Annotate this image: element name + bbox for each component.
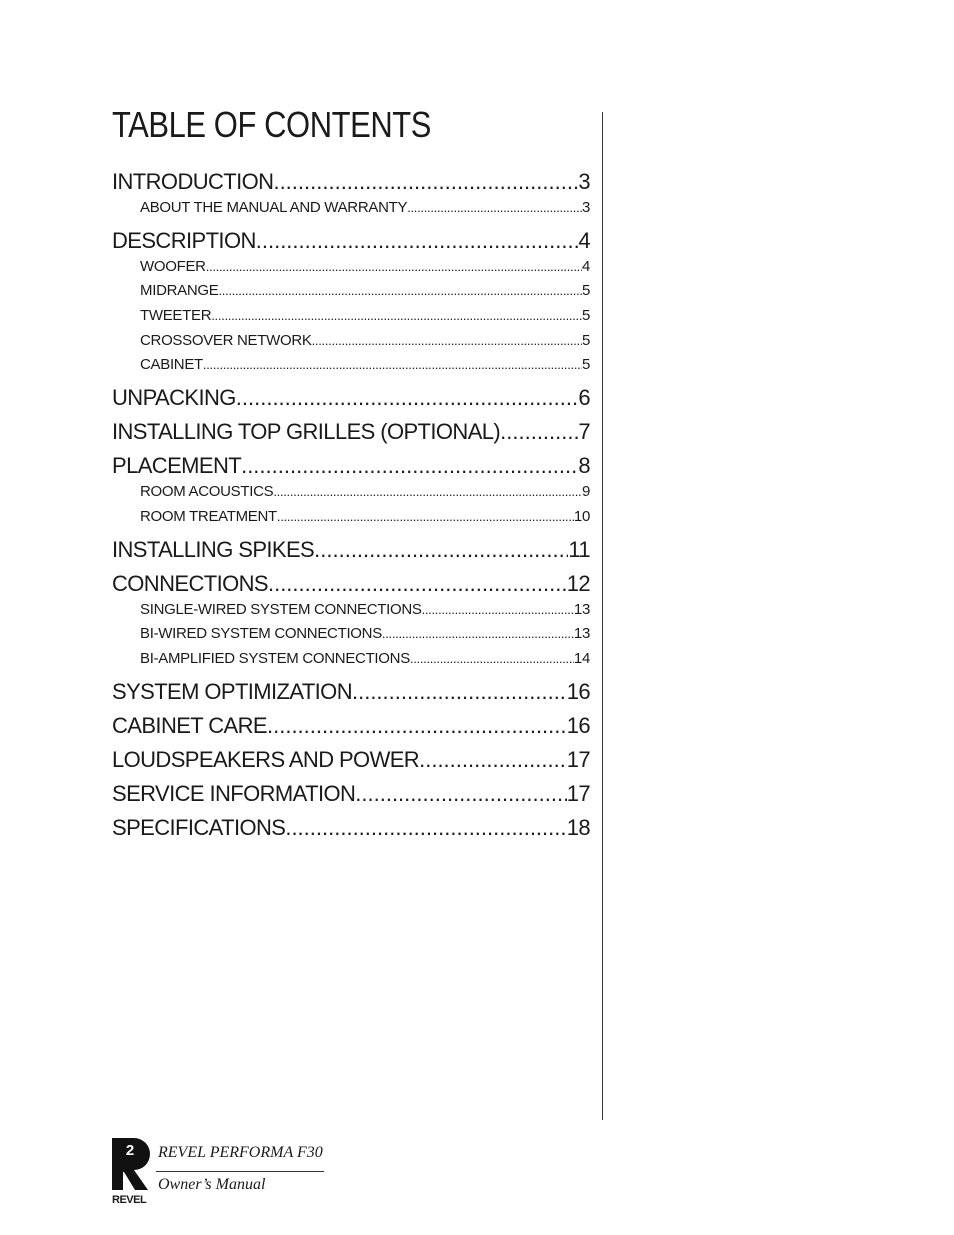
toc-leader-dots	[382, 622, 574, 647]
toc-subentry-page: 5	[581, 356, 590, 374]
toc-entry-label: PLACEMENT	[112, 453, 242, 479]
toc-subentry[interactable]	[140, 304, 590, 329]
toc-entry[interactable]	[112, 678, 590, 712]
toc-leader-dots	[410, 647, 574, 672]
toc-entry-page: 16	[566, 678, 590, 704]
toc-entry[interactable]	[112, 168, 590, 196]
toc-entry-page: 4	[578, 227, 590, 253]
toc-leader-dots	[206, 255, 582, 280]
toc-subentry-label: MIDRANGE	[140, 282, 219, 300]
toc-subentry[interactable]	[140, 196, 590, 221]
toc-subentry[interactable]	[140, 329, 590, 354]
toc-leader-dots	[314, 536, 568, 564]
toc-subentry-page: 5	[581, 331, 590, 349]
toc-entry-page: 8	[578, 453, 590, 479]
toc-subentry-page: 13	[573, 625, 590, 643]
toc-leader-dots	[500, 418, 578, 446]
toc-entry-label: DESCRIPTION	[112, 227, 256, 253]
toc-entry-label: CONNECTIONS	[112, 570, 268, 596]
toc-subentry[interactable]	[140, 480, 590, 505]
toc-subentry-label: SINGLE-WIRED SYSTEM CONNECTIONS	[140, 600, 422, 618]
toc-entry-label: INSTALLING SPIKES	[112, 536, 315, 562]
page-number: 2	[125, 1142, 135, 1159]
toc-entry[interactable]	[112, 536, 590, 570]
toc-leader-dots	[277, 505, 574, 530]
footer-rule	[156, 1171, 324, 1172]
brand-wordmark: REVEL	[112, 1194, 147, 1206]
toc-entry-label: INTRODUCTION	[112, 169, 274, 194]
manual-name: Owner’s Manual	[158, 1176, 266, 1193]
toc-entry[interactable]	[112, 452, 590, 480]
toc-entry[interactable]	[112, 570, 590, 598]
toc-subentry-page: 4	[581, 257, 590, 275]
toc-subentry-page: 3	[581, 199, 590, 216]
toc-entry[interactable]	[112, 384, 590, 418]
toc-entry-label: CABINET CARE	[112, 712, 267, 738]
toc-subentry[interactable]	[140, 279, 590, 304]
toc-leader-dots	[352, 678, 567, 706]
toc-entry-label: UNPACKING	[112, 385, 236, 411]
toc-entry[interactable]	[112, 746, 590, 780]
toc-subentry-page: 14	[573, 649, 590, 667]
toc-leader-dots	[407, 196, 582, 221]
toc-subentry-label: CROSSOVER NETWORK	[140, 331, 312, 349]
toc-subentry-label: CABINET	[140, 356, 203, 374]
toc-subentry[interactable]	[140, 505, 590, 530]
toc-subentry-label: WOOFER	[140, 257, 206, 275]
toc-subentry[interactable]	[140, 598, 590, 623]
toc-entry-page: 7	[578, 419, 590, 445]
vertical-divider	[602, 112, 603, 1120]
toc-leader-dots	[273, 480, 582, 505]
toc-subentry-page: 5	[581, 282, 590, 300]
product-name: REVEL PERFORMA F30	[158, 1144, 323, 1161]
toc-entry[interactable]	[112, 814, 590, 848]
toc-leader-dots	[211, 304, 582, 329]
toc-entry-page: 11	[568, 536, 590, 562]
toc-leader-dots	[203, 353, 582, 378]
toc-subentry-label: ROOM ACOUSTICS	[140, 483, 274, 501]
toc-leader-dots	[256, 227, 579, 255]
page-title: TABLE OF CONTENTS	[112, 104, 431, 145]
toc-leader-dots	[268, 570, 567, 598]
toc-entry[interactable]	[112, 780, 590, 814]
toc-subentry-label: BI-WIRED SYSTEM CONNECTIONS	[140, 625, 382, 643]
toc-subentry-page: 9	[581, 483, 590, 501]
toc-subentry-page: 13	[573, 600, 590, 618]
toc-entry-page: 17	[566, 780, 590, 806]
toc-entry-page: 16	[566, 712, 590, 738]
toc-entry-page: 12	[566, 570, 590, 596]
toc-entry[interactable]	[112, 418, 590, 452]
toc-subentry-label: ABOUT THE MANUAL AND WARRANTY	[140, 199, 408, 216]
toc-leader-dots	[285, 814, 566, 842]
toc-leader-dots	[273, 168, 578, 196]
page-footer	[112, 1138, 327, 1210]
toc-entry-label: SYSTEM OPTIMIZATION	[112, 678, 352, 704]
toc-leader-dots	[422, 598, 574, 623]
toc-leader-dots	[267, 712, 567, 740]
toc-subentry-label: BI-AMPLIFIED SYSTEM CONNECTIONS	[140, 649, 410, 667]
toc-subentry-label: ROOM TREATMENT	[140, 507, 277, 525]
toc-entry-label: SERVICE INFORMATION	[112, 780, 356, 806]
toc-leader-dots	[236, 384, 579, 412]
toc-entry[interactable]	[112, 227, 590, 255]
toc-entry-page: 3	[578, 169, 590, 194]
toc-leader-dots	[312, 329, 582, 354]
toc-leader-dots	[419, 746, 567, 774]
toc-subentry-page: 10	[573, 507, 590, 525]
toc-leader-dots	[218, 279, 582, 304]
toc-entry-page: 18	[566, 814, 590, 840]
toc-subentry[interactable]	[140, 622, 590, 647]
toc-entry-label: SPECIFICATIONS	[112, 814, 286, 840]
table-of-contents	[112, 168, 590, 848]
toc-entry-label: LOUDSPEAKERS AND POWER	[112, 746, 420, 772]
toc-entry-label: INSTALLING TOP GRILLES (OPTIONAL)	[112, 419, 501, 445]
toc-entry-page: 17	[566, 746, 590, 772]
toc-subentry[interactable]	[140, 353, 590, 378]
toc-entry-page: 6	[578, 385, 590, 411]
toc-subentry[interactable]	[140, 647, 590, 672]
toc-entry[interactable]	[112, 712, 590, 746]
toc-subentry-page: 5	[581, 307, 590, 325]
toc-leader-dots	[241, 452, 578, 480]
toc-subentry[interactable]	[140, 255, 590, 280]
toc-leader-dots	[355, 780, 566, 808]
toc-subentry-label: TWEETER	[140, 307, 212, 325]
